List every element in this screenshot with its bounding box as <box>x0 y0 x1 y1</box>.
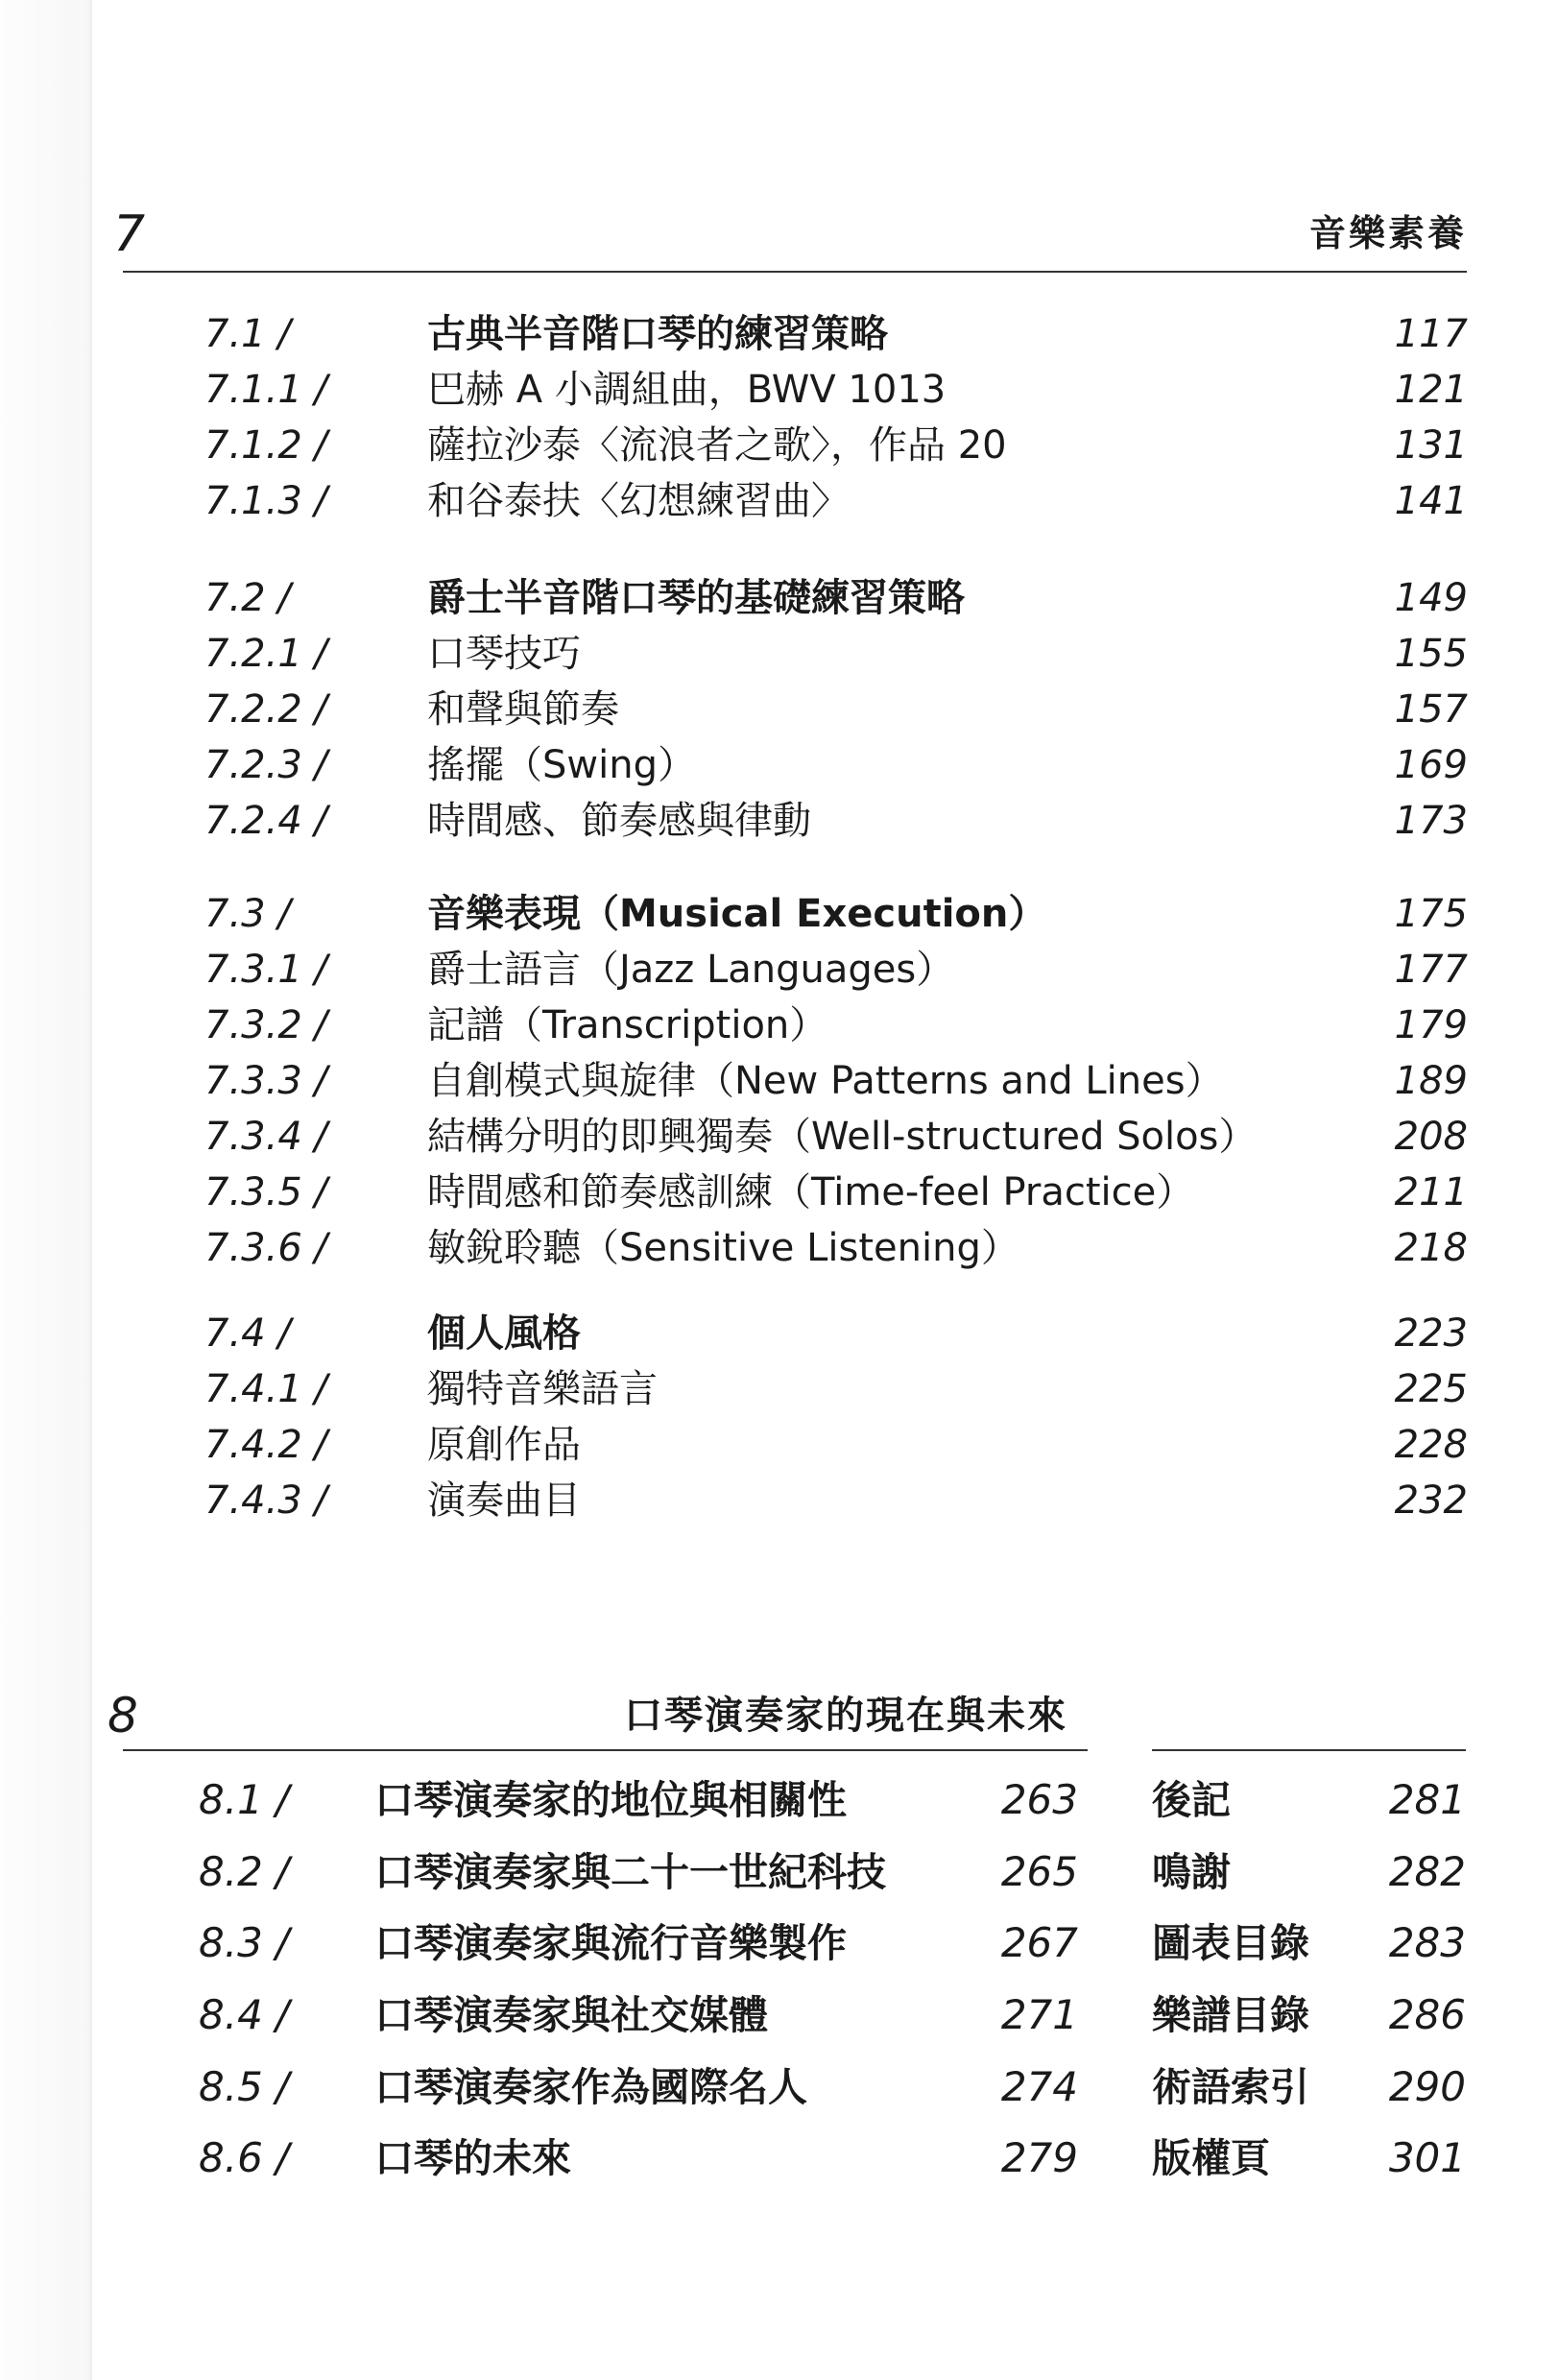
page-number: 189 <box>1394 1059 1468 1103</box>
page-number: 263 <box>1000 1776 1078 1823</box>
section-number: 7.4.2 / <box>204 1423 327 1467</box>
page-number: 225 <box>1394 1367 1468 1411</box>
page-number: 177 <box>1394 948 1468 992</box>
section-title: 和聲與節奏 <box>427 687 619 732</box>
section-title: 口琴演奏家與二十一世紀科技 <box>374 1849 886 1895</box>
back-matter-title[interactable]: 圖表目錄 <box>1152 1920 1309 1966</box>
back-matter-page: 283 <box>1388 1919 1466 1966</box>
chapter-7-number: 7 <box>113 205 146 263</box>
back-matter-rule <box>1152 1749 1466 1751</box>
back-matter-page: 286 <box>1388 1991 1466 2038</box>
page-number: 157 <box>1394 687 1468 732</box>
toc-entry-7-3-3[interactable] <box>0 1053 1558 1109</box>
section-title: 爵士半音階口琴的基礎練習策略 <box>427 576 965 620</box>
page-number: 173 <box>1394 799 1468 843</box>
section-title: 結構分明的即興獨奏（Well-structured Solos） <box>427 1115 1258 1159</box>
toc-entry-7-2-1[interactable] <box>0 626 1558 682</box>
section-title: 口琴演奏家的地位與相關性 <box>374 1777 847 1823</box>
toc-entry-7-3-5[interactable] <box>0 1165 1558 1220</box>
toc-entry-7-3-2[interactable] <box>0 998 1558 1053</box>
toc-entry-7-1[interactable] <box>0 306 1558 362</box>
toc-entry-8-4[interactable] <box>0 1983 1558 2047</box>
section-number: 7.2.2 / <box>204 687 327 732</box>
page-number: 169 <box>1394 743 1468 787</box>
toc-entry-7-3[interactable] <box>0 886 1558 942</box>
section-number: 8.5 / <box>199 2063 290 2110</box>
toc-entry-7-3-4[interactable] <box>0 1109 1558 1165</box>
section-number: 8.1 / <box>199 1776 290 1823</box>
section-number: 7.4.1 / <box>204 1367 327 1411</box>
page-number: 149 <box>1394 576 1468 620</box>
toc-entry-7-4-2[interactable] <box>0 1417 1558 1473</box>
section-number: 7.3.3 / <box>204 1059 327 1103</box>
section-number: 7.3.2 / <box>204 1003 327 1047</box>
section-title: 自創模式與旋律（New Patterns and Lines） <box>427 1059 1224 1103</box>
section-title: 口琴演奏家作為國際名人 <box>374 2064 807 2110</box>
section-number: 7.3.4 / <box>204 1115 327 1159</box>
page-number: 218 <box>1394 1226 1468 1270</box>
section-number: 7.2.1 / <box>204 632 327 676</box>
page-number: 179 <box>1394 1003 1468 1047</box>
section-title: 口琴技巧 <box>427 632 581 676</box>
section-title: 口琴演奏家與社交媒體 <box>374 1992 768 2038</box>
toc-entry-8-6[interactable] <box>0 2127 1558 2190</box>
chapter-8-rule <box>123 1749 1088 1751</box>
back-matter-page: 281 <box>1388 1776 1466 1823</box>
back-matter-page: 290 <box>1388 2063 1466 2110</box>
toc-entry-7-1-3[interactable] <box>0 473 1558 529</box>
toc-entry-7-1-2[interactable] <box>0 418 1558 473</box>
section-title: 和谷泰扶〈幻想練習曲〉 <box>427 479 850 523</box>
section-number: 8.2 / <box>199 1848 290 1895</box>
section-title: 時間感、節奏感與律動 <box>427 799 811 843</box>
section-title: 巴赫 A 小調組曲，BWV 1013 <box>427 368 947 412</box>
section-title: 記譜（Transcription） <box>427 1003 828 1047</box>
chapter-8-number: 8 <box>108 1688 138 1743</box>
section-title: 口琴的未來 <box>374 2135 571 2181</box>
section-title: 爵士語言（Jazz Languages） <box>427 948 955 992</box>
section-number: 7.3 / <box>204 892 291 936</box>
toc-entry-7-2-2[interactable] <box>0 682 1558 737</box>
section-number: 8.4 / <box>199 1991 290 2038</box>
section-title: 音樂表現（Musical Execution） <box>427 892 1047 936</box>
section-number: 7.4 / <box>204 1311 291 1356</box>
page-number: 131 <box>1394 423 1468 468</box>
toc-entry-7-2[interactable] <box>0 570 1558 626</box>
section-title: 原創作品 <box>427 1423 581 1467</box>
page-number: 117 <box>1394 312 1468 356</box>
running-book-title: 音樂素養 <box>1308 212 1467 254</box>
section-number: 7.1.3 / <box>204 479 327 523</box>
page-number: 211 <box>1394 1170 1468 1214</box>
section-number: 7.4.3 / <box>204 1478 327 1523</box>
page-number: 271 <box>1000 1991 1078 2038</box>
back-matter-title[interactable]: 鳴謝 <box>1152 1849 1231 1895</box>
page-number: 274 <box>1000 2063 1078 2110</box>
back-matter-page: 301 <box>1388 2134 1466 2181</box>
page-number: 175 <box>1394 892 1468 936</box>
section-number: 7.2.4 / <box>204 799 327 843</box>
page-number: 121 <box>1394 368 1468 412</box>
section-number: 7.1.2 / <box>204 423 327 468</box>
section-title: 古典半音階口琴的練習策略 <box>427 312 888 356</box>
back-matter-title[interactable]: 術語索引 <box>1152 2064 1309 2110</box>
chapter-7-rule <box>123 271 1467 273</box>
toc-entry-7-3-6[interactable] <box>0 1220 1558 1276</box>
toc-entry-8-5[interactable] <box>0 2055 1558 2119</box>
page-number: 265 <box>1000 1848 1078 1895</box>
page-number: 279 <box>1000 2134 1078 2181</box>
toc-entry-7-4-1[interactable] <box>0 1361 1558 1417</box>
toc-entry-7-4-3[interactable] <box>0 1473 1558 1528</box>
section-number: 7.3.1 / <box>204 948 327 992</box>
section-title: 口琴演奏家與流行音樂製作 <box>374 1920 847 1966</box>
back-matter-title[interactable]: 樂譜目錄 <box>1152 1992 1309 2038</box>
toc-entry-8-3[interactable] <box>0 1911 1558 1975</box>
section-title: 獨特音樂語言 <box>427 1367 658 1411</box>
section-title: 薩拉沙泰〈流浪者之歌〉，作品 20 <box>427 423 1007 468</box>
section-title: 時間感和節奏感訓練（Time-feel Practice） <box>427 1170 1195 1214</box>
section-number: 7.2.3 / <box>204 743 327 787</box>
section-title: 搖擺（Swing） <box>427 743 696 787</box>
page-number: 208 <box>1394 1115 1468 1159</box>
section-number: 8.6 / <box>199 2134 290 2181</box>
back-matter-page: 282 <box>1388 1848 1466 1895</box>
toc-entry-8-1[interactable] <box>0 1768 1558 1832</box>
section-number: 8.3 / <box>199 1919 290 1966</box>
toc-entry-7-1-1[interactable] <box>0 362 1558 418</box>
back-matter-title[interactable]: 版權頁 <box>1152 2135 1270 2181</box>
toc-entry-7-2-4[interactable] <box>0 793 1558 849</box>
toc-entry-8-2[interactable] <box>0 1840 1558 1904</box>
page-number: 228 <box>1394 1423 1468 1467</box>
section-title: 敏銳聆聽（Sensitive Listening） <box>427 1226 1019 1270</box>
toc-entry-7-3-1[interactable] <box>0 942 1558 998</box>
chapter-8-title: 口琴演奏家的現在與未來 <box>624 1694 1067 1738</box>
page-number: 232 <box>1394 1478 1468 1523</box>
page-number: 155 <box>1394 632 1468 676</box>
section-number: 7.2 / <box>204 576 291 620</box>
section-title: 演奏曲目 <box>427 1478 581 1523</box>
back-matter-title[interactable]: 後記 <box>1152 1777 1231 1823</box>
toc-entry-7-2-3[interactable] <box>0 737 1558 793</box>
page-number: 267 <box>1000 1919 1078 1966</box>
section-number: 7.3.5 / <box>204 1170 327 1214</box>
page-number: 223 <box>1394 1311 1468 1356</box>
section-number: 7.1 / <box>204 312 291 356</box>
section-number: 7.1.1 / <box>204 368 327 412</box>
section-number: 7.3.6 / <box>204 1226 327 1270</box>
section-title: 個人風格 <box>427 1311 581 1356</box>
toc-entry-7-4[interactable] <box>0 1306 1558 1361</box>
page-number: 141 <box>1394 479 1468 523</box>
